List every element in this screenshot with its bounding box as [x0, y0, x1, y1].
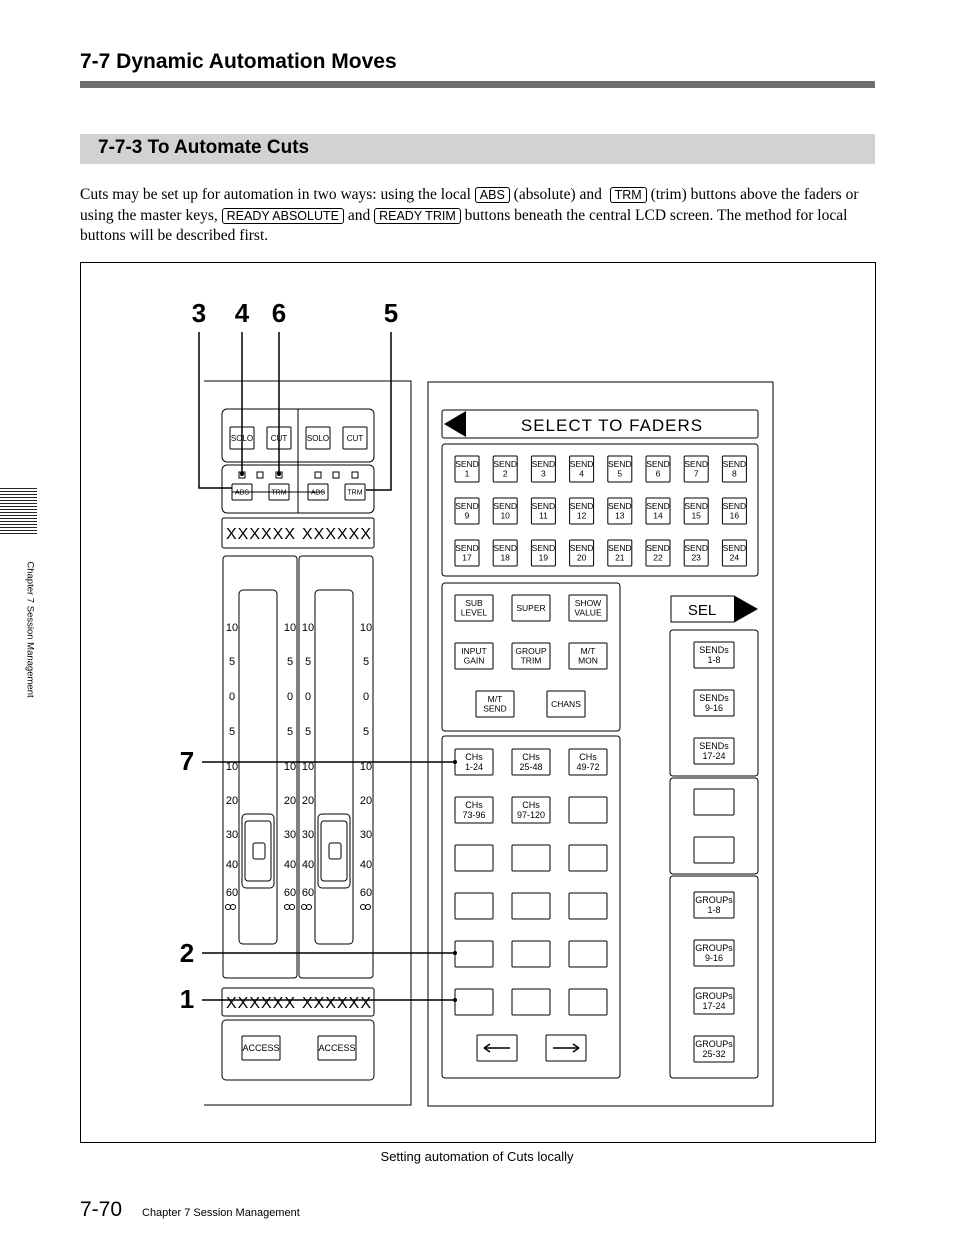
channel-button-2-label: 25-48: [519, 762, 543, 773]
groups-select-button-1-label: 1-8: [707, 905, 721, 916]
send-button-21-label: SEND: [607, 543, 632, 554]
send-button-22-label: 22: [653, 552, 663, 563]
channel-button-8: [512, 845, 550, 871]
strip-2-dot-r2: [366, 905, 371, 910]
strip-1-trm-button-label: TRM: [271, 489, 287, 497]
callout-5: 5: [383, 298, 399, 328]
send-button-10-label: 10: [500, 510, 510, 521]
intro-text-4: and: [347, 206, 371, 224]
sel-label: SEL: [687, 602, 717, 619]
intro-text-1: Cuts may be set up for automation in two ways: using the local: [80, 186, 471, 203]
intro-text-3: (trim) buttons above the faders or using the master keys,: [80, 186, 859, 224]
scribble-top-1: XXXXXX: [225, 526, 297, 543]
send-button-22-label: SEND: [646, 543, 670, 554]
strip-1-scale-right-8: 60: [283, 887, 297, 899]
strip-2-dot-r1: [361, 905, 366, 910]
leader-dot-1: [453, 760, 457, 764]
section-heading: 7-7 Dynamic Automation Moves: [80, 50, 397, 73]
strip-2-scale-right-3: 5: [362, 726, 370, 738]
callout-4: 4: [234, 298, 250, 328]
callout-7: 7: [179, 746, 195, 776]
strip-2-scale-left-7: 40: [301, 859, 315, 871]
strip-2-scale-right-5: 20: [359, 795, 373, 807]
send-button-14-label: 14: [653, 510, 663, 521]
function-button-3-label: VALUE: [574, 607, 602, 618]
callout-6: 6: [271, 298, 287, 328]
strip-2-scale-right-7: 40: [359, 859, 373, 871]
function-button-3-label: SHOW: [574, 598, 602, 609]
channel-button-7: [455, 845, 493, 871]
channel-button-18: [569, 989, 607, 1015]
strip-1-scale-right-5: 20: [283, 795, 297, 807]
sends-select-button-3-label: SENDs: [699, 741, 729, 752]
groups-select-button-4-label: 25-32: [702, 1049, 726, 1060]
send-button-16-label: SEND: [722, 501, 747, 512]
subsection-heading: 7-7-3 To Automate Cuts: [98, 137, 310, 158]
strip-2-solo-button-label: SOLO: [306, 433, 330, 443]
strip-2-scale-right-2: 0: [362, 691, 370, 703]
callout-3: 3: [191, 298, 207, 328]
callout-2: 2: [179, 938, 195, 968]
strip-2-scale-left-8: 60: [301, 887, 315, 899]
send-button-18-label: 18: [500, 552, 510, 563]
strip-1-scale-right-7: 40: [283, 859, 297, 871]
send-button-2-label: SEND: [493, 459, 518, 470]
function-button-5-label: TRIM: [520, 655, 542, 666]
send-button-12-label: 12: [576, 510, 587, 521]
scribble-bottom-1: XXXXXX: [225, 995, 297, 1012]
send-button-7-label: 7: [693, 468, 699, 479]
channel-button-6: [569, 797, 607, 823]
channel-button-5-label: CHs: [522, 800, 540, 811]
sends-select-button-2-label: SENDs: [699, 693, 729, 704]
strip-1-scale-left-6: 30: [225, 829, 239, 841]
strip-2-led-2: [333, 472, 339, 478]
scribble-top-2: XXXXXX: [301, 526, 373, 543]
strip-1-led-2: [257, 472, 263, 478]
strip-2-scale-right-1: 5: [362, 656, 370, 668]
send-button-12-label: SEND: [569, 501, 594, 512]
send-button-7-label: SEND: [684, 459, 709, 470]
leader-dot-3: [453, 998, 457, 1002]
channel-button-1-label: 1-24: [464, 762, 484, 773]
function-button-4-label: GAIN: [463, 655, 485, 666]
send-button-11-label: 11: [538, 510, 548, 521]
send-button-6-label: 6: [655, 468, 661, 479]
sel-arrow-icon: [734, 596, 757, 622]
send-button-20-label: 20: [576, 552, 587, 563]
function-button-8-label: CHANS: [551, 698, 581, 709]
send-button-3-label: 3: [541, 468, 546, 479]
send-button-15-label: 15: [691, 510, 701, 521]
strip-1-dot-r1: [285, 905, 290, 910]
function-button-7-label: SEND: [483, 703, 507, 714]
channel-button-9: [569, 845, 607, 871]
send-button-17-label: SEND: [455, 543, 479, 554]
strip-2-scale-right-6: 30: [359, 829, 373, 841]
send-button-8-label: SEND: [722, 459, 747, 470]
send-button-16-label: 16: [729, 510, 740, 521]
send-button-11-label: SEND: [531, 501, 556, 512]
channel-button-4-label: CHs: [465, 800, 483, 811]
strip-1-scale-left-0: 10: [225, 622, 239, 634]
groups-select-button-2-label: 9-16: [704, 953, 724, 964]
strip-1-scale-right-4: 10: [283, 761, 297, 773]
channel-button-5-label: 97-120: [516, 810, 546, 821]
strip-1-scale-left-7: 40: [225, 859, 239, 871]
send-button-9-label: 9: [464, 510, 470, 521]
strip-2-scale-right-8: 60: [359, 887, 373, 899]
strip-1-scale-right-3: 5: [286, 726, 294, 738]
channel-button-11: [512, 893, 550, 919]
footer-chapter: Chapter 7 Session Management: [142, 1207, 300, 1219]
page-number: 7-70: [80, 1198, 123, 1221]
abs-key: ABS: [475, 187, 510, 203]
sends-select-button-3-label: 17-24: [702, 751, 726, 762]
function-button-2-label: SUPER: [516, 602, 546, 613]
strip-1-scale-left-5: 20: [225, 795, 239, 807]
send-button-8-label: 8: [732, 468, 737, 479]
send-button-21-label: 21: [615, 552, 625, 563]
strip-2-scale-left-3: 5: [304, 726, 312, 738]
function-button-6-label: MON: [578, 655, 598, 666]
function-button-6-label: M/T: [580, 646, 596, 657]
send-button-9-label: SEND: [455, 501, 479, 512]
send-button-19-label: 19: [538, 552, 549, 563]
send-button-2-label: 2: [502, 468, 508, 479]
intro-text-5: buttons beneath the central LCD screen. The method for local buttons will be described first.: [80, 206, 848, 244]
send-button-1-label: SEND: [455, 459, 479, 470]
leader-dot-2: [453, 951, 457, 955]
send-button-3-label: SEND: [531, 459, 556, 470]
send-button-19-label: SEND: [531, 543, 556, 554]
strip-2-access-button-label: ACCESS: [318, 1043, 356, 1054]
send-button-24-label: SEND: [722, 543, 747, 554]
send-button-4-label: 4: [579, 468, 584, 479]
groups-select-button-1-label: GROUPs: [695, 895, 733, 906]
strip-2-scale-left-6: 30: [301, 829, 315, 841]
send-button-15-label: SEND: [684, 501, 709, 512]
strip-1-fader-knob-grip: [253, 843, 265, 859]
chapter-side-label: Chapter 7 Session Management: [24, 561, 36, 698]
strip-2-scale-right-0: 10: [359, 622, 373, 634]
send-button-24-label: 24: [729, 552, 740, 563]
strip-1-dot-l1: [226, 905, 231, 910]
send-button-13-label: SEND: [607, 501, 632, 512]
send-button-5-label: SEND: [607, 459, 632, 470]
strip-2-fader-knob-grip: [329, 843, 341, 859]
strip-1-scale-left-4: 10: [225, 761, 239, 773]
leader-line-5: [366, 332, 391, 490]
channel-button-2-label: CHs: [522, 752, 540, 763]
groups-select-button-3-label: 17-24: [702, 1001, 726, 1012]
ready-absolute-key: READY ABSOLUTE: [222, 208, 344, 224]
sends-select-button-1-label: SENDs: [699, 645, 729, 656]
strip-1-fader-slot: [239, 590, 277, 944]
send-button-6-label: SEND: [646, 459, 670, 470]
function-button-1-label: SUB: [465, 598, 483, 609]
strip-1-scale-right-1: 5: [286, 656, 294, 668]
trm-key: TRM: [610, 187, 647, 203]
strip-1-abs-button-label: ABS: [234, 489, 250, 497]
channel-button-3-label: 49-72: [576, 762, 600, 773]
strip-2-scale-right-4: 10: [359, 761, 373, 773]
strip-1-scale-left-2: 0: [228, 691, 236, 703]
strip-2-dot-l1: [302, 905, 307, 910]
send-button-13-label: 13: [615, 510, 625, 521]
strip-1-solo-button-label: SOLO: [230, 433, 254, 443]
strip-2-scale-left-1: 5: [304, 656, 312, 668]
send-button-1-label: 1: [464, 468, 470, 479]
callout-1: 1: [179, 984, 195, 1014]
strip-1-dot-r2: [290, 905, 295, 910]
channel-button-17: [512, 989, 550, 1015]
strip-2-fader-slot: [315, 590, 353, 944]
blank-button-2: [694, 837, 734, 863]
channel-button-13: [455, 941, 493, 967]
sends-select-button-2-label: 9-16: [704, 703, 724, 714]
strip-2-scale-left-0: 10: [301, 622, 315, 634]
function-button-4-label: INPUT: [461, 646, 487, 657]
send-button-4-label: SEND: [569, 459, 594, 470]
send-button-10-label: SEND: [493, 501, 518, 512]
channel-button-4-label: 73-96: [462, 810, 486, 821]
channel-button-14: [512, 941, 550, 967]
strip-2-dot-l2: [307, 905, 312, 910]
send-button-23-label: 23: [691, 552, 701, 563]
strip-1-access-button-label: ACCESS: [242, 1043, 280, 1054]
send-button-18-label: SEND: [493, 543, 518, 554]
blank-button-1: [694, 789, 734, 815]
lcd-left-arrow-icon: [444, 411, 466, 437]
sends-select-button-1-label: 1-8: [707, 655, 721, 666]
strip-2-led-1: [315, 472, 321, 478]
send-button-20-label: SEND: [569, 543, 594, 554]
strip-2-led-3: [352, 472, 358, 478]
strip-2-scale-left-2: 0: [304, 691, 312, 703]
strip-1-scale-right-0: 10: [283, 622, 297, 634]
strip-2-scale-left-5: 20: [301, 795, 315, 807]
intro-text-2: (absolute) and: [513, 186, 602, 203]
channel-button-15: [569, 941, 607, 967]
leader-dot-4: [240, 472, 244, 476]
lcd-title: SELECT TO FADERS: [520, 416, 704, 435]
groups-select-button-2-label: GROUPs: [695, 943, 733, 954]
send-button-17-label: 17: [462, 552, 472, 563]
send-button-5-label: 5: [617, 468, 623, 479]
function-button-5-label: GROUP: [515, 646, 547, 657]
strip-1-cut-button-label: CUT: [270, 433, 288, 443]
send-button-14-label: SEND: [646, 501, 670, 512]
strip-2-abs-button-label: ABS: [310, 489, 326, 497]
strip-1-scale-right-6: 30: [283, 829, 297, 841]
groups-select-button-3-label: GROUPs: [695, 991, 733, 1002]
channel-button-3-label: CHs: [579, 752, 597, 763]
strip-1-scale-left-3: 5: [228, 726, 236, 738]
strip-1-scale-left-8: 60: [225, 887, 239, 899]
send-button-23-label: SEND: [684, 543, 709, 554]
sends-panel: [442, 444, 758, 576]
channel-button-12: [569, 893, 607, 919]
strip-1-scale-right-2: 0: [286, 691, 294, 703]
channel-button-1-label: CHs: [465, 752, 483, 763]
strip-2-scale-left-4: 10: [301, 761, 315, 773]
leader-dot-5: [277, 472, 281, 476]
strip-2-cut-button-label: CUT: [346, 433, 364, 443]
function-button-1-label: LEVEL: [460, 607, 488, 618]
channel-button-16: [455, 989, 493, 1015]
function-button-7-label: M/T: [487, 694, 503, 705]
channel-button-10: [455, 893, 493, 919]
scribble-bottom-2: XXXXXX: [301, 995, 373, 1012]
strip-2-trm-button-label: TRM: [347, 489, 363, 497]
ready-trim-key: READY TRIM: [374, 208, 461, 224]
strip-1-dot-l2: [231, 905, 236, 910]
figure-caption: Setting automation of Cuts locally: [380, 1149, 574, 1164]
groups-select-button-4-label: GROUPs: [695, 1039, 733, 1050]
strip-1-scale-left-1: 5: [228, 656, 236, 668]
